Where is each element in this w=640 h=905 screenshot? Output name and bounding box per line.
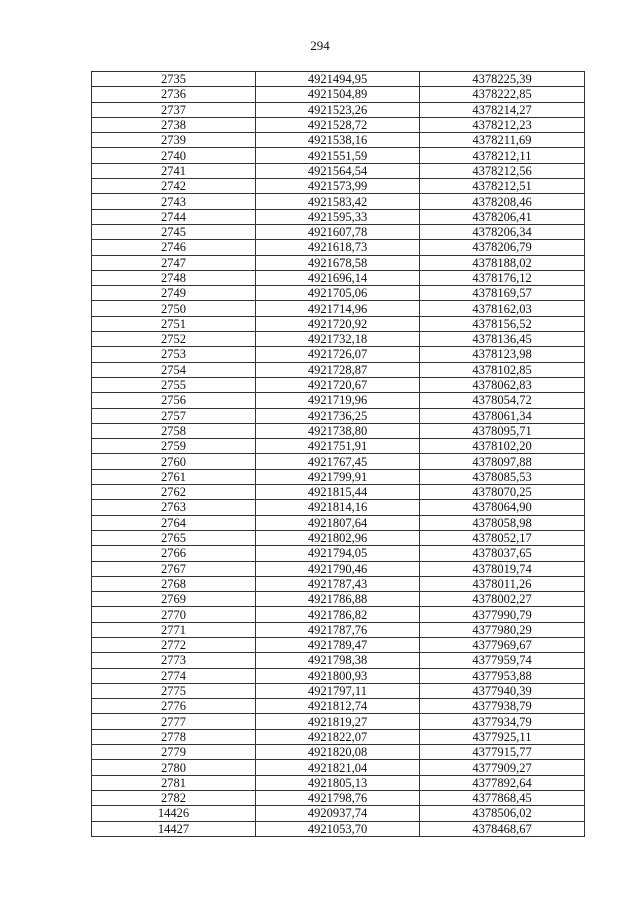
x-coordinate-cell: 4921794,05 (256, 546, 420, 561)
y-coordinate-cell: 4378058,98 (420, 515, 585, 530)
x-coordinate-cell: 4921573,99 (256, 179, 420, 194)
table-row (92, 148, 585, 163)
point-number-cell: 2756 (92, 393, 256, 408)
point-number-cell: 2776 (92, 699, 256, 714)
y-coordinate-cell: 4378212,11 (420, 148, 585, 163)
x-coordinate-cell: 4921736,25 (256, 408, 420, 423)
x-coordinate-cell: 4921678,58 (256, 255, 420, 270)
y-coordinate-cell: 4378095,71 (420, 423, 585, 438)
y-coordinate-cell: 4377980,29 (420, 622, 585, 637)
point-number-cell: 2760 (92, 454, 256, 469)
coordinates-table-body (92, 72, 585, 837)
table-row (92, 377, 585, 392)
point-number-cell: 2765 (92, 530, 256, 545)
y-coordinate-cell: 4378052,17 (420, 530, 585, 545)
table-row (92, 622, 585, 637)
y-coordinate-cell: 4378162,03 (420, 301, 585, 316)
table-row (92, 469, 585, 484)
point-number-cell: 2751 (92, 316, 256, 331)
x-coordinate-cell: 4921802,96 (256, 530, 420, 545)
point-number-cell: 2746 (92, 240, 256, 255)
table-row (92, 133, 585, 148)
x-coordinate-cell: 4921583,42 (256, 194, 420, 209)
x-coordinate-cell: 4921719,96 (256, 393, 420, 408)
point-number-cell: 2748 (92, 270, 256, 285)
table-row (92, 179, 585, 194)
point-number-cell: 2761 (92, 469, 256, 484)
x-coordinate-cell: 4921726,07 (256, 347, 420, 362)
y-coordinate-cell: 4378212,51 (420, 179, 585, 194)
table-row (92, 316, 585, 331)
point-number-cell: 2779 (92, 745, 256, 760)
table-row (92, 546, 585, 561)
table-row (92, 393, 585, 408)
point-number-cell: 2778 (92, 729, 256, 744)
y-coordinate-cell: 4377938,79 (420, 699, 585, 714)
table-row (92, 729, 585, 744)
y-coordinate-cell: 4377934,79 (420, 714, 585, 729)
table-row (92, 683, 585, 698)
y-coordinate-cell: 4378097,88 (420, 454, 585, 469)
point-number-cell: 2766 (92, 546, 256, 561)
table-row (92, 240, 585, 255)
y-coordinate-cell: 4377969,67 (420, 637, 585, 652)
y-coordinate-cell: 4377990,79 (420, 607, 585, 622)
y-coordinate-cell: 4378156,52 (420, 316, 585, 331)
point-number-cell: 2763 (92, 500, 256, 515)
point-number-cell: 2735 (92, 72, 256, 87)
y-coordinate-cell: 4377953,88 (420, 668, 585, 683)
table-row (92, 607, 585, 622)
y-coordinate-cell: 4377925,11 (420, 729, 585, 744)
x-coordinate-cell: 4921800,93 (256, 668, 420, 683)
x-coordinate-cell: 4921786,88 (256, 592, 420, 607)
table-row (92, 576, 585, 591)
x-coordinate-cell: 4921720,67 (256, 377, 420, 392)
point-number-cell: 2737 (92, 102, 256, 117)
table-row (92, 270, 585, 285)
table-row (92, 423, 585, 438)
point-number-cell: 2740 (92, 148, 256, 163)
point-number-cell: 14426 (92, 806, 256, 821)
point-number-cell: 2764 (92, 515, 256, 530)
point-number-cell: 2758 (92, 423, 256, 438)
x-coordinate-cell: 4921815,44 (256, 485, 420, 500)
x-coordinate-cell: 4921053,70 (256, 821, 420, 836)
y-coordinate-cell: 4378002,27 (420, 592, 585, 607)
y-coordinate-cell: 4378206,41 (420, 209, 585, 224)
point-number-cell: 2769 (92, 592, 256, 607)
y-coordinate-cell: 4378061,34 (420, 408, 585, 423)
point-number-cell: 2773 (92, 653, 256, 668)
point-number-cell: 2781 (92, 775, 256, 790)
point-number-cell: 2775 (92, 683, 256, 698)
y-coordinate-cell: 4378176,12 (420, 270, 585, 285)
y-coordinate-cell: 4378136,45 (420, 332, 585, 347)
table-row (92, 745, 585, 760)
table-row (92, 332, 585, 347)
x-coordinate-cell: 4921714,96 (256, 301, 420, 316)
table-row (92, 485, 585, 500)
y-coordinate-cell: 4377892,64 (420, 775, 585, 790)
table-row (92, 637, 585, 652)
point-number-cell: 2771 (92, 622, 256, 637)
y-coordinate-cell: 4378188,02 (420, 255, 585, 270)
point-number-cell: 2754 (92, 362, 256, 377)
x-coordinate-cell: 4921564,54 (256, 163, 420, 178)
table-row (92, 72, 585, 87)
point-number-cell: 14427 (92, 821, 256, 836)
x-coordinate-cell: 4921607,78 (256, 224, 420, 239)
table-row (92, 163, 585, 178)
x-coordinate-cell: 4921528,72 (256, 117, 420, 132)
point-number-cell: 2772 (92, 637, 256, 652)
x-coordinate-cell: 4921767,45 (256, 454, 420, 469)
table-row (92, 286, 585, 301)
y-coordinate-cell: 4378222,85 (420, 87, 585, 102)
y-coordinate-cell: 4378037,65 (420, 546, 585, 561)
x-coordinate-cell: 4921787,76 (256, 622, 420, 637)
x-coordinate-cell: 4921728,87 (256, 362, 420, 377)
point-number-cell: 2747 (92, 255, 256, 270)
x-coordinate-cell: 4920937,74 (256, 806, 420, 821)
y-coordinate-cell: 4377868,45 (420, 790, 585, 805)
table-row (92, 714, 585, 729)
x-coordinate-cell: 4921595,33 (256, 209, 420, 224)
x-coordinate-cell: 4921820,08 (256, 745, 420, 760)
point-number-cell: 2744 (92, 209, 256, 224)
table-row (92, 454, 585, 469)
x-coordinate-cell: 4921720,92 (256, 316, 420, 331)
table-row (92, 224, 585, 239)
table-row (92, 668, 585, 683)
y-coordinate-cell: 4378011,26 (420, 576, 585, 591)
y-coordinate-cell: 4378212,56 (420, 163, 585, 178)
point-number-cell: 2738 (92, 117, 256, 132)
table-row (92, 515, 585, 530)
table-row (92, 362, 585, 377)
x-coordinate-cell: 4921797,11 (256, 683, 420, 698)
point-number-cell: 2770 (92, 607, 256, 622)
y-coordinate-cell: 4378102,85 (420, 362, 585, 377)
point-number-cell: 2759 (92, 439, 256, 454)
x-coordinate-cell: 4921551,59 (256, 148, 420, 163)
table-row (92, 561, 585, 576)
point-number-cell: 2739 (92, 133, 256, 148)
point-number-cell: 2736 (92, 87, 256, 102)
x-coordinate-cell: 4921805,13 (256, 775, 420, 790)
y-coordinate-cell: 4378062,83 (420, 377, 585, 392)
y-coordinate-cell: 4378019,74 (420, 561, 585, 576)
x-coordinate-cell: 4921786,82 (256, 607, 420, 622)
table-row (92, 775, 585, 790)
point-number-cell: 2767 (92, 561, 256, 576)
table-row (92, 790, 585, 805)
y-coordinate-cell: 4378506,02 (420, 806, 585, 821)
table-row (92, 653, 585, 668)
point-number-cell: 2750 (92, 301, 256, 316)
y-coordinate-cell: 4378169,57 (420, 286, 585, 301)
y-coordinate-cell: 4378123,98 (420, 347, 585, 362)
x-coordinate-cell: 4921814,16 (256, 500, 420, 515)
table-row (92, 592, 585, 607)
point-number-cell: 2741 (92, 163, 256, 178)
y-coordinate-cell: 4378206,34 (420, 224, 585, 239)
x-coordinate-cell: 4921751,91 (256, 439, 420, 454)
table-row (92, 806, 585, 821)
x-coordinate-cell: 4921807,64 (256, 515, 420, 530)
y-coordinate-cell: 4378208,46 (420, 194, 585, 209)
y-coordinate-cell: 4378206,79 (420, 240, 585, 255)
x-coordinate-cell: 4921523,26 (256, 102, 420, 117)
x-coordinate-cell: 4921798,76 (256, 790, 420, 805)
y-coordinate-cell: 4378214,27 (420, 102, 585, 117)
point-number-cell: 2742 (92, 179, 256, 194)
x-coordinate-cell: 4921705,06 (256, 286, 420, 301)
table-row (92, 87, 585, 102)
point-number-cell: 2762 (92, 485, 256, 500)
table-row (92, 760, 585, 775)
y-coordinate-cell: 4378211,69 (420, 133, 585, 148)
point-number-cell: 2774 (92, 668, 256, 683)
x-coordinate-cell: 4921789,47 (256, 637, 420, 652)
y-coordinate-cell: 4378070,25 (420, 485, 585, 500)
x-coordinate-cell: 4921504,89 (256, 87, 420, 102)
table-row (92, 301, 585, 316)
y-coordinate-cell: 4378212,23 (420, 117, 585, 132)
table-row (92, 209, 585, 224)
table-row (92, 347, 585, 362)
x-coordinate-cell: 4921494,95 (256, 72, 420, 87)
point-number-cell: 2780 (92, 760, 256, 775)
y-coordinate-cell: 4377959,74 (420, 653, 585, 668)
point-number-cell: 2782 (92, 790, 256, 805)
point-number-cell: 2777 (92, 714, 256, 729)
x-coordinate-cell: 4921799,91 (256, 469, 420, 484)
point-number-cell: 2752 (92, 332, 256, 347)
y-coordinate-cell: 4378225,39 (420, 72, 585, 87)
point-number-cell: 2757 (92, 408, 256, 423)
point-number-cell: 2768 (92, 576, 256, 591)
table-row (92, 821, 585, 836)
y-coordinate-cell: 4378468,67 (420, 821, 585, 836)
table-row (92, 102, 585, 117)
point-number-cell: 2755 (92, 377, 256, 392)
x-coordinate-cell: 4921798,38 (256, 653, 420, 668)
table-row (92, 530, 585, 545)
x-coordinate-cell: 4921732,18 (256, 332, 420, 347)
point-number-cell: 2749 (92, 286, 256, 301)
table-row (92, 500, 585, 515)
y-coordinate-cell: 4378085,53 (420, 469, 585, 484)
x-coordinate-cell: 4921821,04 (256, 760, 420, 775)
x-coordinate-cell: 4921538,16 (256, 133, 420, 148)
y-coordinate-cell: 4377909,27 (420, 760, 585, 775)
y-coordinate-cell: 4377915,77 (420, 745, 585, 760)
x-coordinate-cell: 4921787,43 (256, 576, 420, 591)
x-coordinate-cell: 4921618,73 (256, 240, 420, 255)
table-row (92, 408, 585, 423)
y-coordinate-cell: 4378102,20 (420, 439, 585, 454)
table-row (92, 439, 585, 454)
y-coordinate-cell: 4378064,90 (420, 500, 585, 515)
coordinates-table (91, 71, 585, 837)
point-number-cell: 2753 (92, 347, 256, 362)
table-row (92, 699, 585, 714)
x-coordinate-cell: 4921696,14 (256, 270, 420, 285)
y-coordinate-cell: 4377940,39 (420, 683, 585, 698)
x-coordinate-cell: 4921790,46 (256, 561, 420, 576)
x-coordinate-cell: 4921738,80 (256, 423, 420, 438)
x-coordinate-cell: 4921822,07 (256, 729, 420, 744)
x-coordinate-cell: 4921819,27 (256, 714, 420, 729)
table-row (92, 255, 585, 270)
table-row (92, 117, 585, 132)
point-number-cell: 2745 (92, 224, 256, 239)
x-coordinate-cell: 4921812,74 (256, 699, 420, 714)
point-number-cell: 2743 (92, 194, 256, 209)
page-number: 294 (310, 38, 330, 53)
table-row (92, 194, 585, 209)
y-coordinate-cell: 4378054,72 (420, 393, 585, 408)
